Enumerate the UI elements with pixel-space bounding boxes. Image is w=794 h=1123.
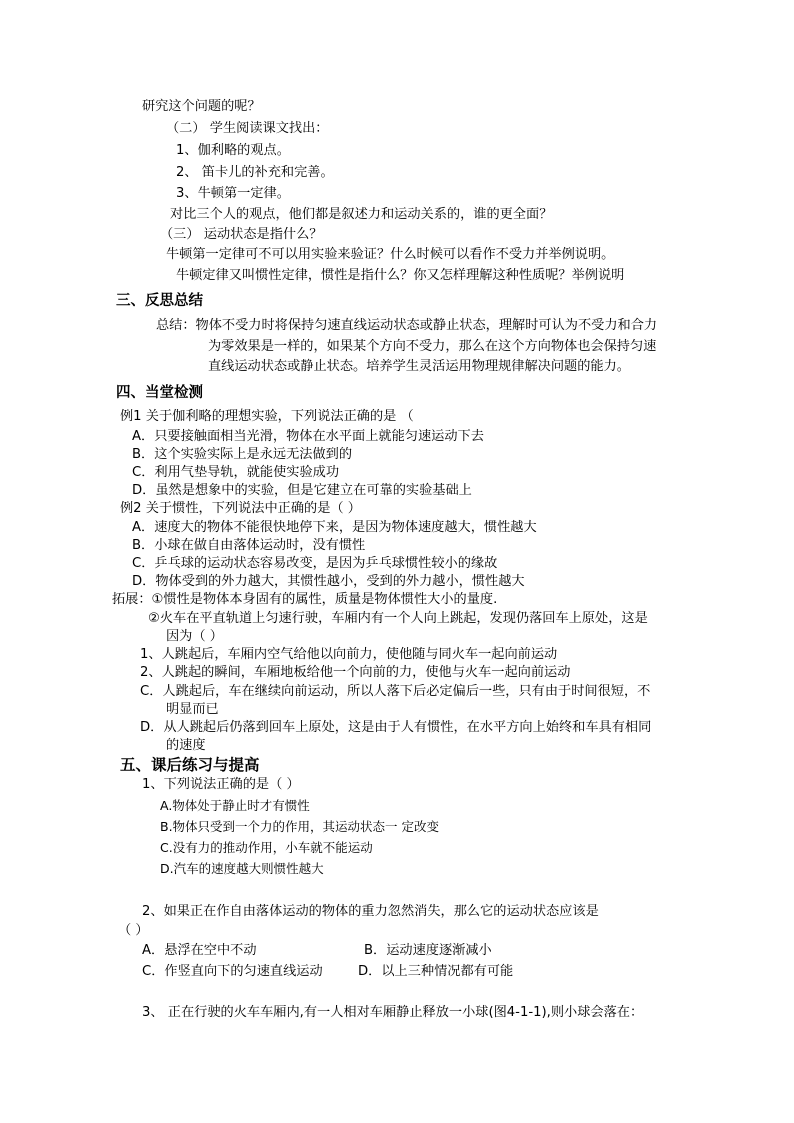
section-heading-4: 四、当堂检测 <box>116 385 203 401</box>
option-a: A．速度大的物体不能很快地停下来，是因为物体速度越大，惯性越大 <box>132 520 537 535</box>
option-d: D．从人跳起后仍落到回车上原处，这是由于人有惯性，在水平方向上始终和车具有相同 <box>140 720 652 735</box>
option-c: C．作竖直向下的匀速直线运动 <box>142 964 323 979</box>
option-a: 1、人跳起后，车厢内空气给他以向前力，使他随与同火车一起向前运动 <box>140 647 558 662</box>
practice-question: 1、下列说法正确的是（ ） <box>142 777 300 792</box>
option-d: D．以上三种情况都有可能 <box>358 964 514 979</box>
option-d-continued: 的速度 <box>166 738 206 753</box>
option-a: A．悬浮在空中不动 <box>142 943 257 958</box>
text-line: 牛顿第一定律可不可以用实验来验证？什么时候可以看作不受力并举例说明。 <box>166 247 615 262</box>
option-d: D．物体受到的外力越大，其惯性越小，受到的外力越小，惯性越大 <box>132 574 525 589</box>
option-a: A．只要接触面相当光滑，物体在水平面上就能匀速运动下去 <box>132 429 484 444</box>
option-d: D.汽车的速度越大则惯性越大 <box>160 861 324 876</box>
option-c-continued: 明显而已 <box>166 702 219 717</box>
option-d: D．虽然是想象中的实验，但是它建立在可靠的实验基础上 <box>132 483 472 498</box>
option-b: B．这个实验实际上是永远无法做到的 <box>132 447 353 462</box>
extension-line: 因为（ ） <box>166 629 223 644</box>
summary-line: 直线运动状态或静止状态。培养学生灵活运用物理规律解决问题的能力。 <box>208 359 630 374</box>
option-b: B．运动速度逐渐减小 <box>364 943 492 958</box>
option-c: C．乒乓球的运动状态容易改变，是因为乒乓球惯性较小的缘故 <box>132 556 498 571</box>
summary-line: 总结：物体不受力时将保持匀速直线运动状态或静止状态，理解时可认为不受力和合力 <box>156 318 658 333</box>
extension-line: ②火车在平直轨道上匀速行驶，车厢内有一个人向上跳起，发现仍落回车上原处，这是 <box>148 611 648 626</box>
example-question: 例1 关于伽利略的理想实验，下列说法正确的是 （ <box>120 409 414 424</box>
list-item: 3、牛顿第一定律。 <box>176 186 290 201</box>
text-line: 牛顿定律又叫惯性定律，惯性是指什么？你又怎样理解这种性质呢？举例说明 <box>176 268 625 283</box>
option-b: B.物体只受到一个力的作用，其运动状态一 定改变 <box>160 819 440 834</box>
list-item: 2、 笛卡儿的补充和完善。 <box>176 165 334 180</box>
practice-question: 3、 正在行驶的火车车厢内,有一人相对车厢静止释放一小球(图4-1-1),则小球会落在： <box>142 1005 644 1020</box>
extension-line: 拓展：①惯性是物体本身固有的属性，质量是物体惯性大小的量度. <box>112 592 498 607</box>
option-a: A.物体处于静止时才有惯性 <box>160 798 310 813</box>
text-line: 研究这个问题的呢？ <box>142 99 261 114</box>
option-b: B．小球在做自由落体运动时，没有惯性 <box>132 538 366 553</box>
example-question: 例2 关于惯性，下列说法中正确的是（ ） <box>120 501 361 516</box>
option-c: C．利用气垫导轨，就能使实验成功 <box>132 465 340 480</box>
option-c: C．人跳起后，车在继续向前运动，所以人落下后必定偏后一些，只有由于时间很短，不 <box>140 684 651 699</box>
section-heading-5: 五、课后练习与提高 <box>120 756 260 774</box>
practice-question: 2、如果正在作自由落体运动的物体的重力忽然消失，那么它的运动状态应该是 <box>142 904 599 919</box>
option-c: C.没有力的推动作用，小车就不能运动 <box>160 840 373 855</box>
option-b: 2、人跳起的瞬间，车厢地板给他一个向前的力，使他与火车一起向前运动 <box>140 665 571 680</box>
text-line: 对比三个人的观点，他们都是叙述力和运动关系的，谁的更全面？ <box>170 207 553 222</box>
section-heading-3: 三、反思总结 <box>116 293 203 309</box>
summary-line: 为零效果是一样的，如果某个方向不受力，那么在这个方向物体也会保持匀速 <box>208 339 657 354</box>
list-item: 1、伽利略的观点。 <box>176 143 290 158</box>
section-subheading: （三） 运动状态是指什么？ <box>160 227 323 242</box>
answer-blank: （ ） <box>118 923 149 938</box>
section-subheading: （二） 学生阅读课文找出： <box>166 121 329 136</box>
